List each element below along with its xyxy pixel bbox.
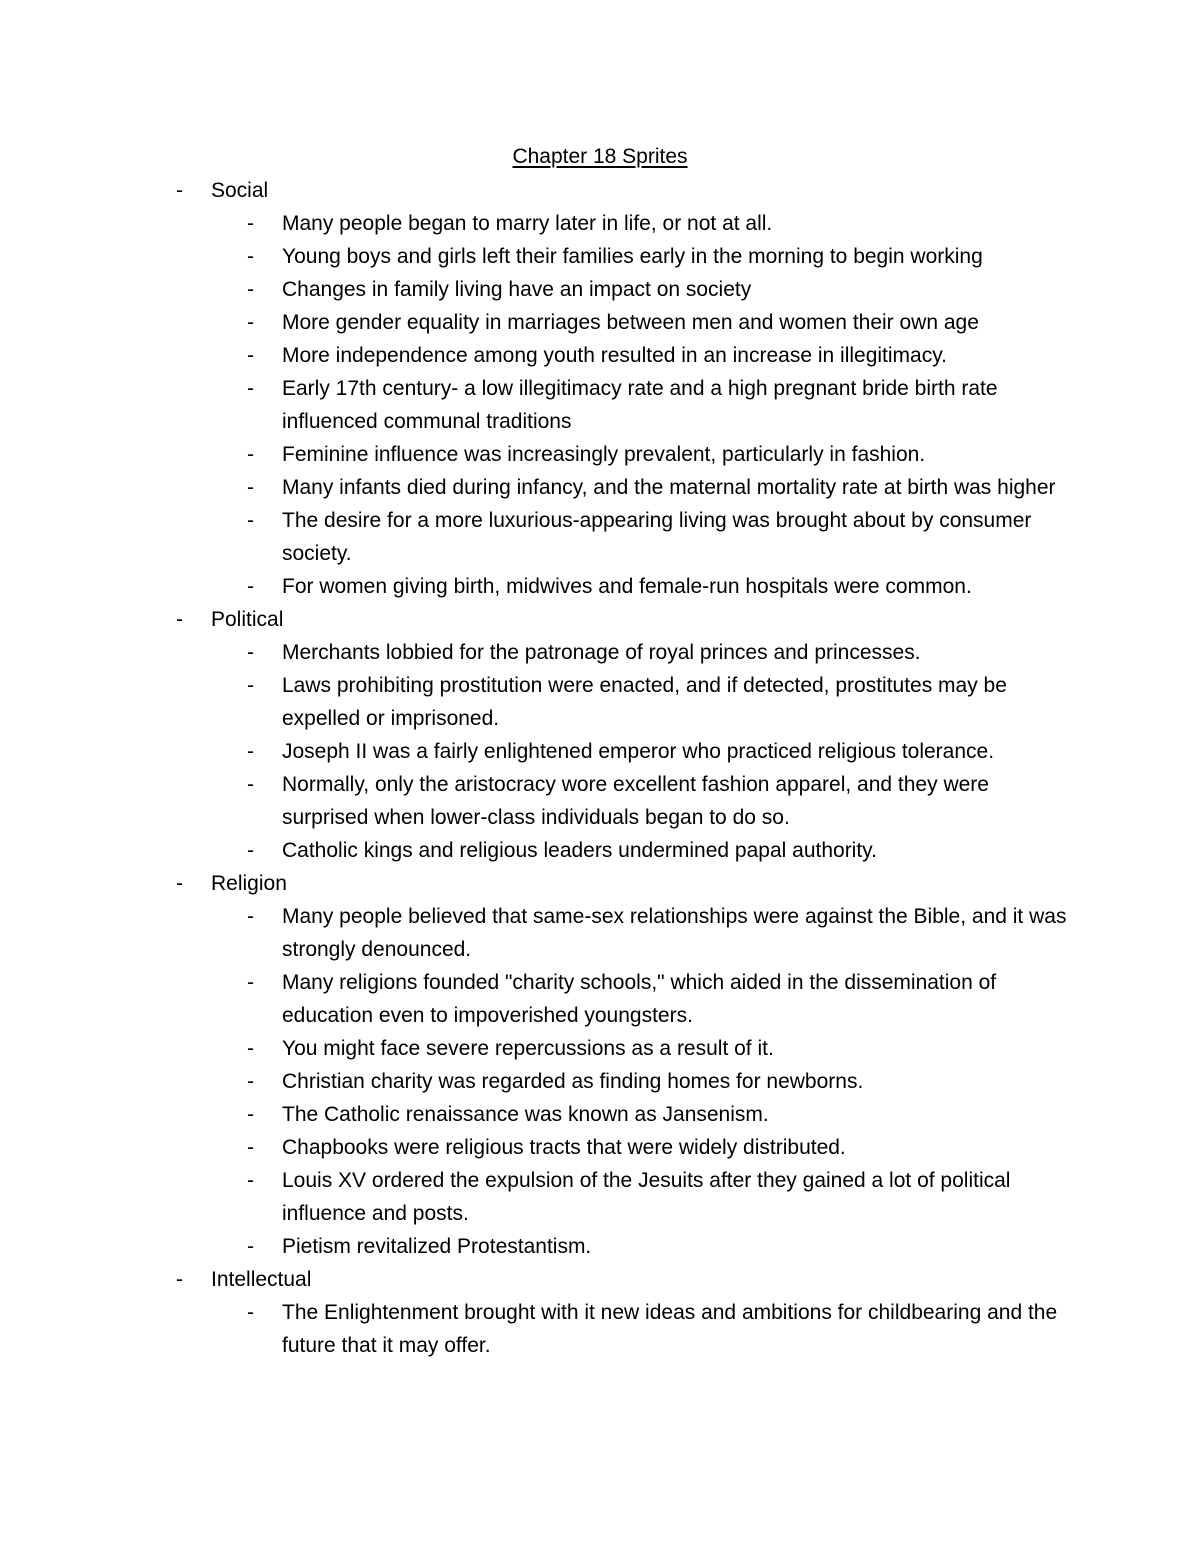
list-item-text: Catholic kings and religious leaders undermined papal authority.	[282, 839, 877, 862]
bullet-dash: -	[247, 476, 254, 499]
list-item-text: Normally, only the aristocracy wore excellent fashion apparel, and they were surprised when lower-class individuals began to do so.	[282, 773, 989, 829]
list-item-text: Feminine influence was increasingly prevalent, particularly in fashion.	[282, 443, 926, 466]
list-item	[0, 339, 1200, 372]
bullet-dash: -	[247, 1103, 254, 1126]
bullet-dash: -	[247, 641, 254, 664]
list-item	[0, 471, 1200, 504]
outline-section	[0, 603, 1200, 867]
list-item	[0, 306, 1200, 339]
bullet-dash: -	[247, 509, 254, 532]
list-item	[0, 834, 1200, 867]
list-item	[0, 1131, 1200, 1164]
section-heading-row	[0, 174, 1200, 207]
section-heading-row	[0, 867, 1200, 900]
bullet-dash: -	[247, 1235, 254, 1258]
list-item	[0, 735, 1200, 768]
bullet-dash: -	[247, 344, 254, 367]
list-item-text: The Catholic renaissance was known as Jansenism.	[282, 1103, 769, 1126]
list-item-text: Christian charity was regarded as finding homes for newborns.	[282, 1070, 864, 1093]
bullet-dash: -	[247, 1070, 254, 1093]
document-title-container	[0, 141, 1200, 173]
list-item	[0, 636, 1200, 669]
list-item	[0, 768, 1200, 834]
bullet-dash: -	[247, 740, 254, 763]
list-item	[0, 504, 1200, 570]
bullet-dash: -	[247, 443, 254, 466]
list-item	[0, 1065, 1200, 1098]
list-item	[0, 900, 1200, 966]
list-item-text: Early 17th century- a low illegitimacy rate and a high pregnant bride birth rate influenced communal traditions	[282, 377, 998, 433]
list-item-text: Many people believed that same-sex relationships were against the Bible, and it was strongly denounced.	[282, 905, 1067, 961]
list-item-text: Louis XV ordered the expulsion of the Jesuits after they gained a lot of political influence and posts.	[282, 1169, 1011, 1225]
list-item-text: Many infants died during infancy, and the maternal mortality rate at birth was higher	[282, 476, 1056, 499]
list-item	[0, 1032, 1200, 1065]
section-heading: Social	[211, 179, 269, 202]
list-item-text: The desire for a more luxurious-appearing living was brought about by consumer society.	[282, 509, 1032, 565]
section-heading: Intellectual	[211, 1268, 312, 1291]
list-item	[0, 1098, 1200, 1131]
bullet-dash: -	[247, 773, 254, 796]
list-item-text: Many people began to marry later in life, or not at all.	[282, 212, 773, 235]
list-item	[0, 240, 1200, 273]
list-item-text: Many religions founded "charity schools," which aided in the dissemination of education even to impoverished youngsters.	[282, 971, 997, 1027]
outline-section	[0, 867, 1200, 1263]
list-item	[0, 438, 1200, 471]
outline-list	[0, 174, 1200, 1362]
bullet-dash: -	[176, 179, 183, 202]
bullet-dash: -	[247, 905, 254, 928]
list-item	[0, 1296, 1200, 1362]
bullet-dash: -	[247, 311, 254, 334]
bullet-dash: -	[247, 377, 254, 400]
list-item	[0, 966, 1200, 1032]
bullet-dash: -	[247, 575, 254, 598]
bullet-dash: -	[176, 1268, 183, 1291]
outline-section	[0, 174, 1200, 603]
list-item	[0, 273, 1200, 306]
section-heading: Political	[211, 608, 284, 631]
list-item-text: The Enlightenment brought with it new ideas and ambitions for childbearing and the future that it may offer.	[282, 1301, 1058, 1357]
bullet-dash: -	[247, 839, 254, 862]
bullet-dash: -	[247, 1037, 254, 1060]
bullet-dash: -	[247, 1169, 254, 1192]
bullet-dash: -	[247, 278, 254, 301]
list-item-text: Young boys and girls left their families early in the morning to begin working	[282, 245, 983, 268]
bullet-dash: -	[247, 212, 254, 235]
bullet-dash: -	[247, 245, 254, 268]
outline-section	[0, 1263, 1200, 1362]
document-title: Chapter 18 Sprites	[512, 145, 688, 168]
list-item-text: Laws prohibiting prostitution were enacted, and if detected, prostitutes may be expelled or imprisoned.	[282, 674, 1007, 730]
list-item-text: Pietism revitalized Protestantism.	[282, 1235, 592, 1258]
list-item	[0, 1164, 1200, 1230]
list-item-text: Joseph II was a fairly enlightened emperor who practiced religious tolerance.	[282, 740, 995, 763]
list-item	[0, 372, 1200, 438]
bullet-dash: -	[247, 1301, 254, 1324]
list-item	[0, 1230, 1200, 1263]
bullet-dash: -	[176, 608, 183, 631]
bullet-dash: -	[247, 971, 254, 994]
list-item-text: For women giving birth, midwives and female-run hospitals were common.	[282, 575, 972, 598]
bullet-dash: -	[176, 872, 183, 895]
bullet-dash: -	[247, 1136, 254, 1159]
list-item-text: You might face severe repercussions as a result of it.	[282, 1037, 774, 1060]
list-item-text: More gender equality in marriages between men and women their own age	[282, 311, 979, 334]
section-heading-row	[0, 1263, 1200, 1296]
list-item-text: More independence among youth resulted in an increase in illegitimacy.	[282, 344, 947, 367]
bullet-dash: -	[247, 674, 254, 697]
list-item-text: Merchants lobbied for the patronage of royal princes and princesses.	[282, 641, 921, 664]
list-item-text: Changes in family living have an impact on society	[282, 278, 752, 301]
list-item	[0, 570, 1200, 603]
list-item	[0, 669, 1200, 735]
list-item-text: Chapbooks were religious tracts that were widely distributed.	[282, 1136, 846, 1159]
list-item	[0, 207, 1200, 240]
section-heading-row	[0, 603, 1200, 636]
section-heading: Religion	[211, 872, 287, 895]
